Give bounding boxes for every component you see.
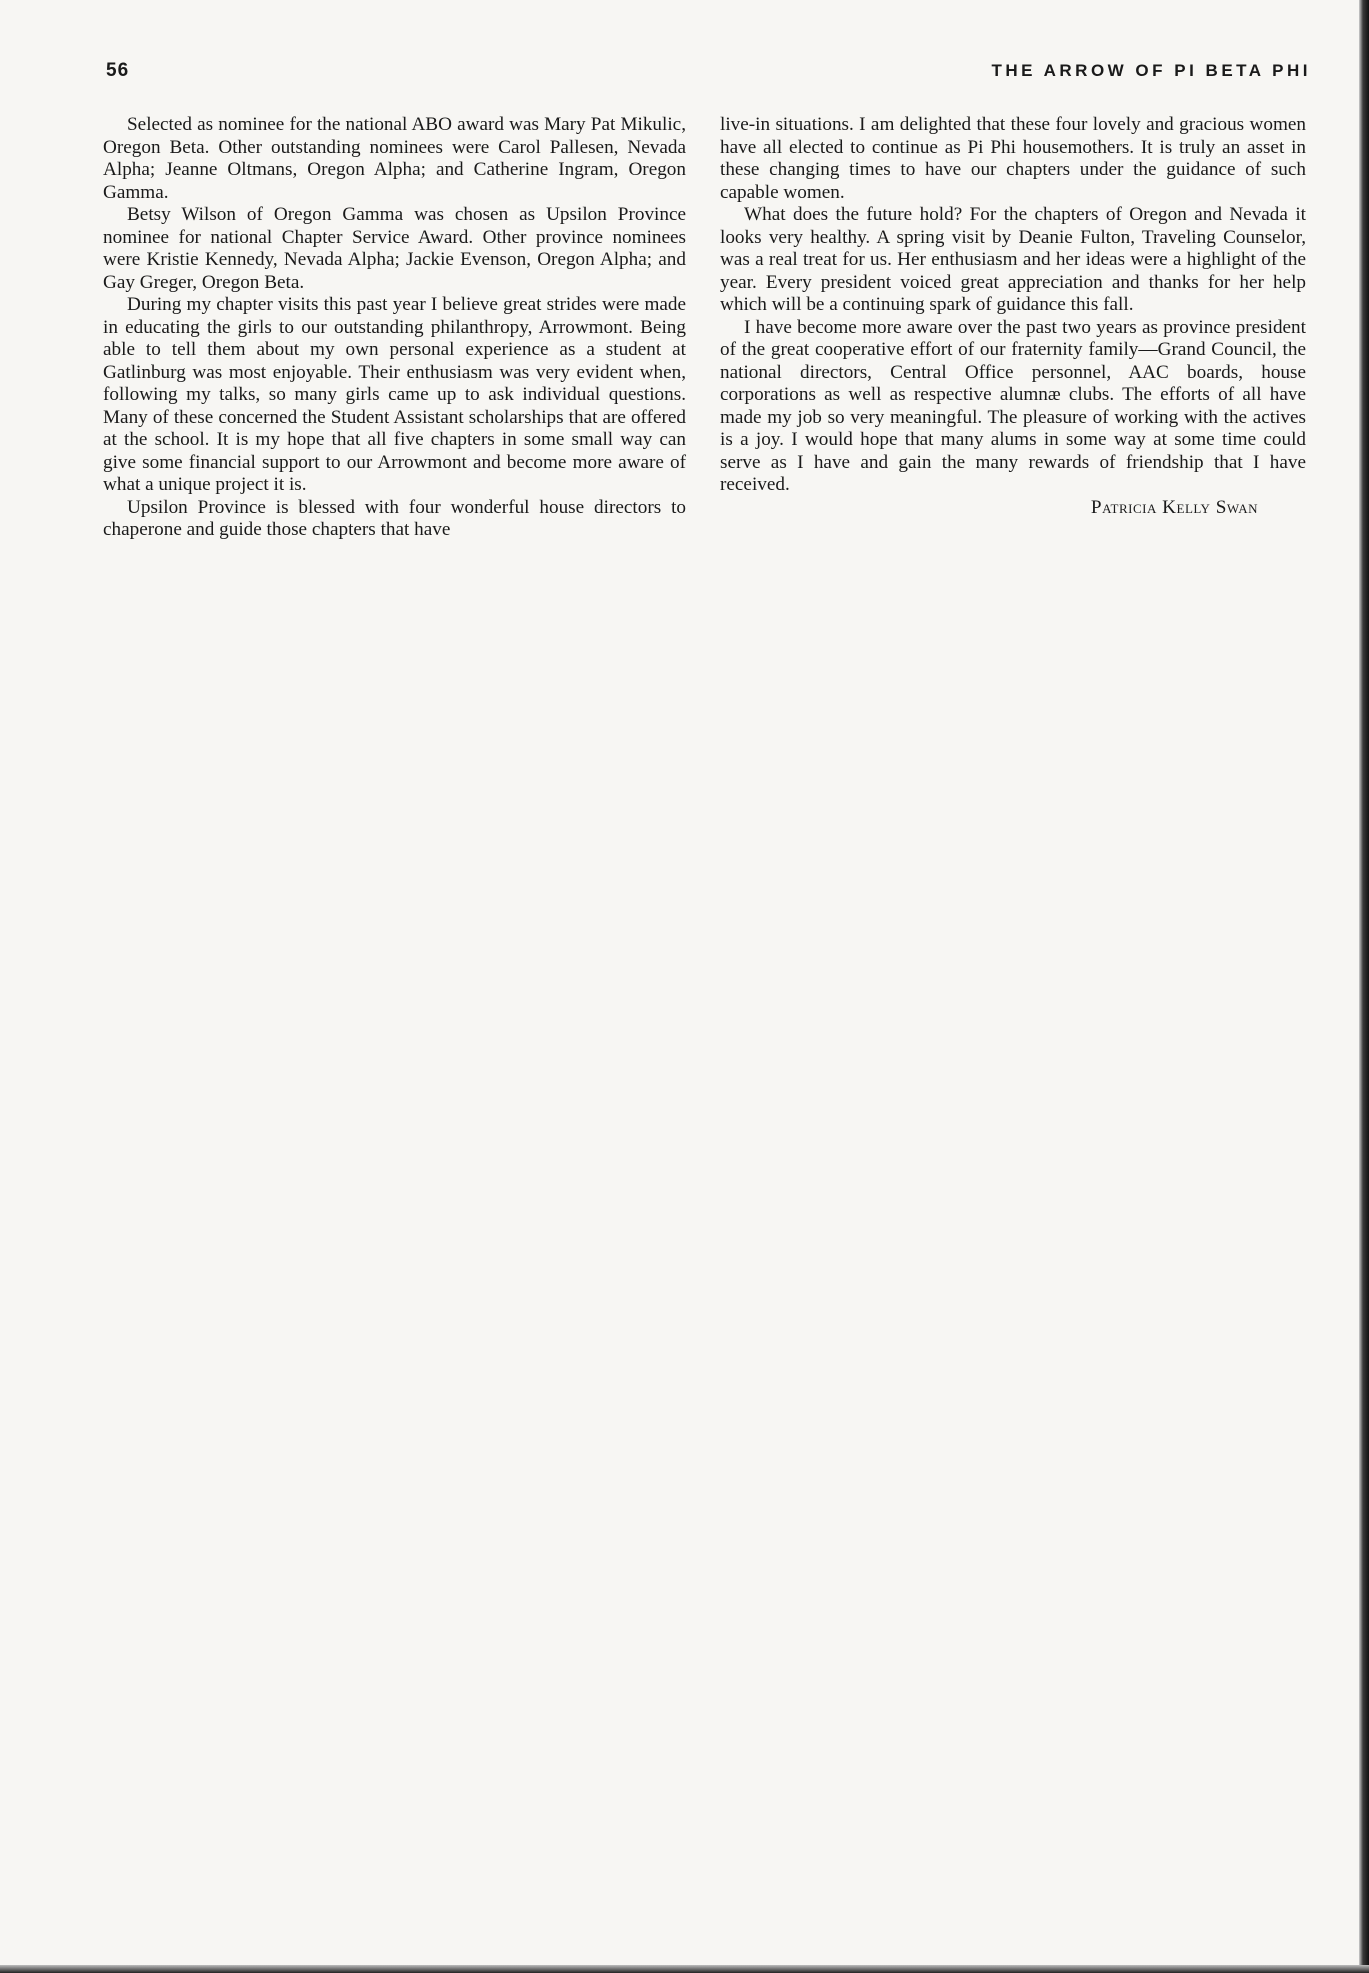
paragraph-chapter-service-award: Betsy Wilson of Oregon Gamma was chosen as Upsilon Province nominee for national Chapter Service Award. Other province nominees were Kristie Kennedy, Nevada Alpha; Jackie Evenson, Oregon Alpha; and Gay Greger, Oregon Beta. — [103, 204, 686, 293]
scan-edge-bottom — [0, 1965, 1369, 1973]
author-signature: Patricia Kelly Swan — [1090, 496, 1258, 518]
paragraph-future: What does the future hold? For the chapters of Oregon and Nevada it looks very healthy. A spring visit by Deanie Fulton, Traveling Counselor, was a real treat for us. Her enthusiasm and her ideas were a highlight of the year. Every president voiced great appreciation and thanks for her help which will be a continuing spark of guidance this fall. — [720, 204, 1306, 315]
paragraph-cooperative-effort: I have become more aware over the past two years as province president of the great cooperative effort of our fraternity family—Grand Council, the national directors, Central Office personnel, AAC boards, house corporations as well as respective alumnæ clubs. The efforts of all have made my job so very meaningful. The pleasure of working with the actives is a joy. I would hope that many alums in some way at some time could serve as I have and gain the many rewards of friendship that I have received. — [720, 316, 1306, 495]
paragraph-continuation: live-in situations. I am delighted that these four lovely and gracious women have all elected to continue as Pi Phi housemothers. It is truly an asset in these changing times to have our chapters under the guidance of such capable women. — [720, 114, 1306, 203]
paragraph-house-directors: Upsilon Province is blessed with four wonderful house directors to chaperone and guide those chapters that have — [103, 496, 686, 540]
running-head: THE ARROW OF PI BETA PHI — [991, 61, 1311, 80]
left-column — [103, 114, 686, 542]
paragraph-chapter-visits: During my chapter visits this past year I believe great strides were made in educating the girls to our outstanding philanthropy, Arrowmont. Being able to tell them about my own personal experience as a student at Gatlinburg was most enjoyable. Their enthusiasm was very evident when, following my talks, so many girls came up to ask individual questions. Many of these concerned the Student Assistant scholarships that are offered at the school. It is my hope that all five chapters in some small way can give some financial support to our Arrowmont and become more aware of what a unique project it is. — [103, 294, 686, 495]
page-number: 56 — [106, 60, 130, 81]
right-column — [720, 114, 1306, 519]
scan-edge-right — [1359, 0, 1369, 1973]
paragraph-abo-award: Selected as nominee for the national ABO award was Mary Pat Mikulic, Oregon Beta. Other outstanding nominees were Carol Pallesen, Nevada Alpha; Jeanne Oltmans, Oregon Alpha; and Catherine Ingram, Oregon Gamma. — [103, 114, 686, 203]
